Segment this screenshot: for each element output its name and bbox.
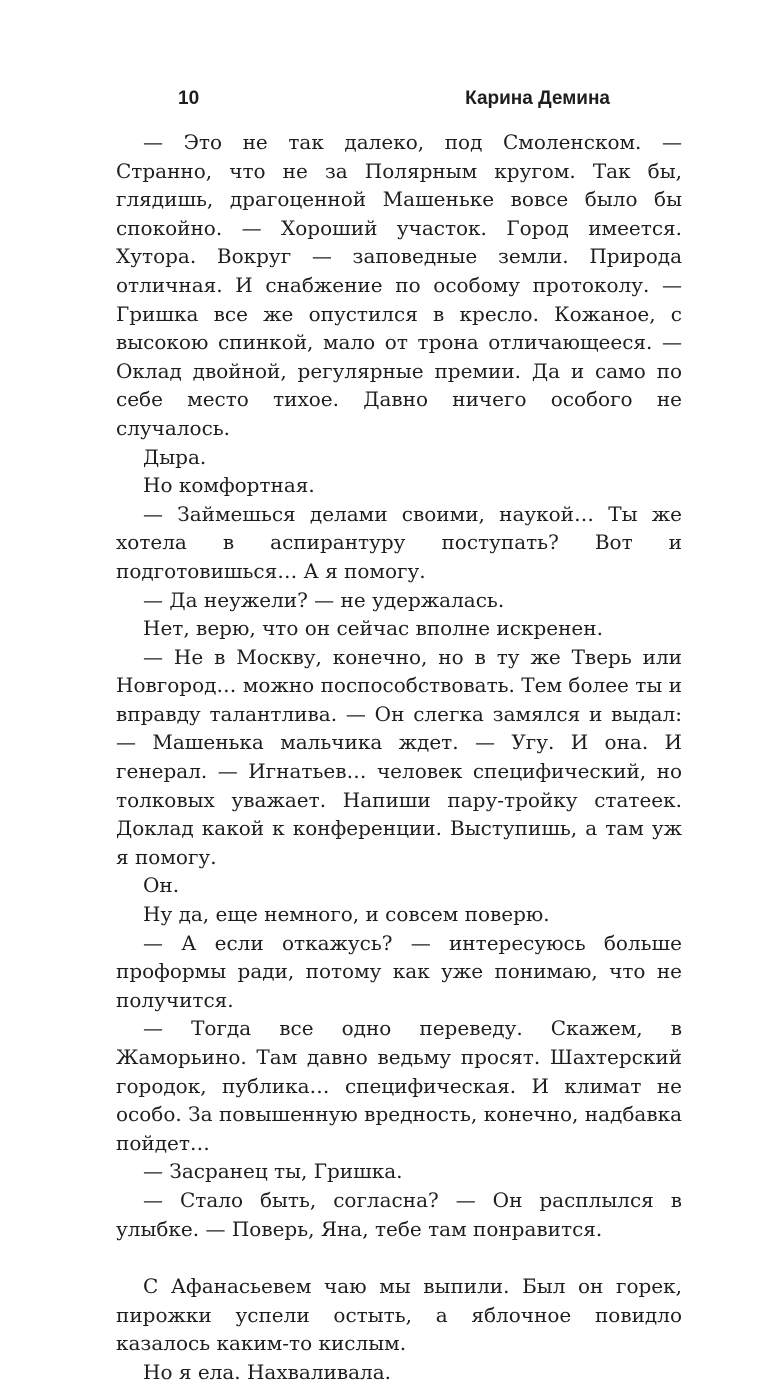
- paragraph: Нет, верю, что он сейчас вполне искренен.: [143, 616, 603, 641]
- body-text: [116, 128, 682, 1387]
- paragraph: — Тогда все одно переведу. Скажем, в Жаморьино. Там давно ведьму просят. Шахтерский городок, публика… специфическая. И климат не особо. За повышенную вредность, конечно, надбавка пойдет…: [116, 1016, 682, 1155]
- paragraph: — Это не так далеко, под Смоленском. — Странно, что не за Полярным кругом. Так бы, глядишь, драгоценной Машеньке вовсе было бы спокойно. — Хороший участок. Город имеется. Хутора. Вокруг — заповедные земли. Природа отличная. И снабжение по особому протоколу. — Гришка все же опустился в кресло. Кожаное, с высокою спинкой, мало от трона отличающееся. — Оклад двойной, регулярные премии. Да и само по себе место тихое. Давно ничего особого не случалось.: [116, 130, 682, 440]
- paragraph: — А если откажусь? — интересуюсь больше проформы ради, потому как уже понимаю, что не получится.: [116, 930, 682, 1012]
- paragraph: — Не в Москву, конечно, но в ту же Тверь или Новгород… можно поспособствовать. Тем более ты и вправду талантлива. — Он слегка замялся и выдал: — Машенька мальчика ждет. — Угу. И она. И генерал. — Игнатьев… человек специфический, но толковых уважает. Напиши пару-тройку статеек. Доклад какой к конференции. Выступишь, а там уж я помогу.: [116, 644, 682, 869]
- paragraph: Он.: [143, 873, 180, 898]
- paragraph: — Да неужели? — не удержалась.: [143, 587, 505, 612]
- page-number: 10: [178, 88, 200, 109]
- paragraph: Но я ела. Нахваливала.: [143, 1359, 392, 1384]
- paragraph: — Стало быть, согласна? — Он расплылся в улыбке. — Поверь, Яна, тебе там понравится.: [116, 1187, 682, 1241]
- paragraph: С Афанасьевем чаю мы выпили. Был он горек, пирожки успели остыть, а яблочное повидло казалось каким-то кислым.: [116, 1274, 682, 1356]
- paragraph: — Займешься делами своими, наукой… Ты же хотела в аспирантуру поступать? Вот и подготовишься… А я помогу.: [116, 501, 682, 583]
- paragraph: Ну да, еще немного, и совсем поверю.: [143, 902, 550, 927]
- paragraph: Дыра.: [143, 444, 207, 469]
- running-title: Карина Демина: [465, 88, 610, 109]
- paragraph: — Засранец ты, Гришка.: [143, 1159, 403, 1184]
- paragraph: Но комфортная.: [143, 473, 315, 498]
- page-header: [116, 88, 610, 120]
